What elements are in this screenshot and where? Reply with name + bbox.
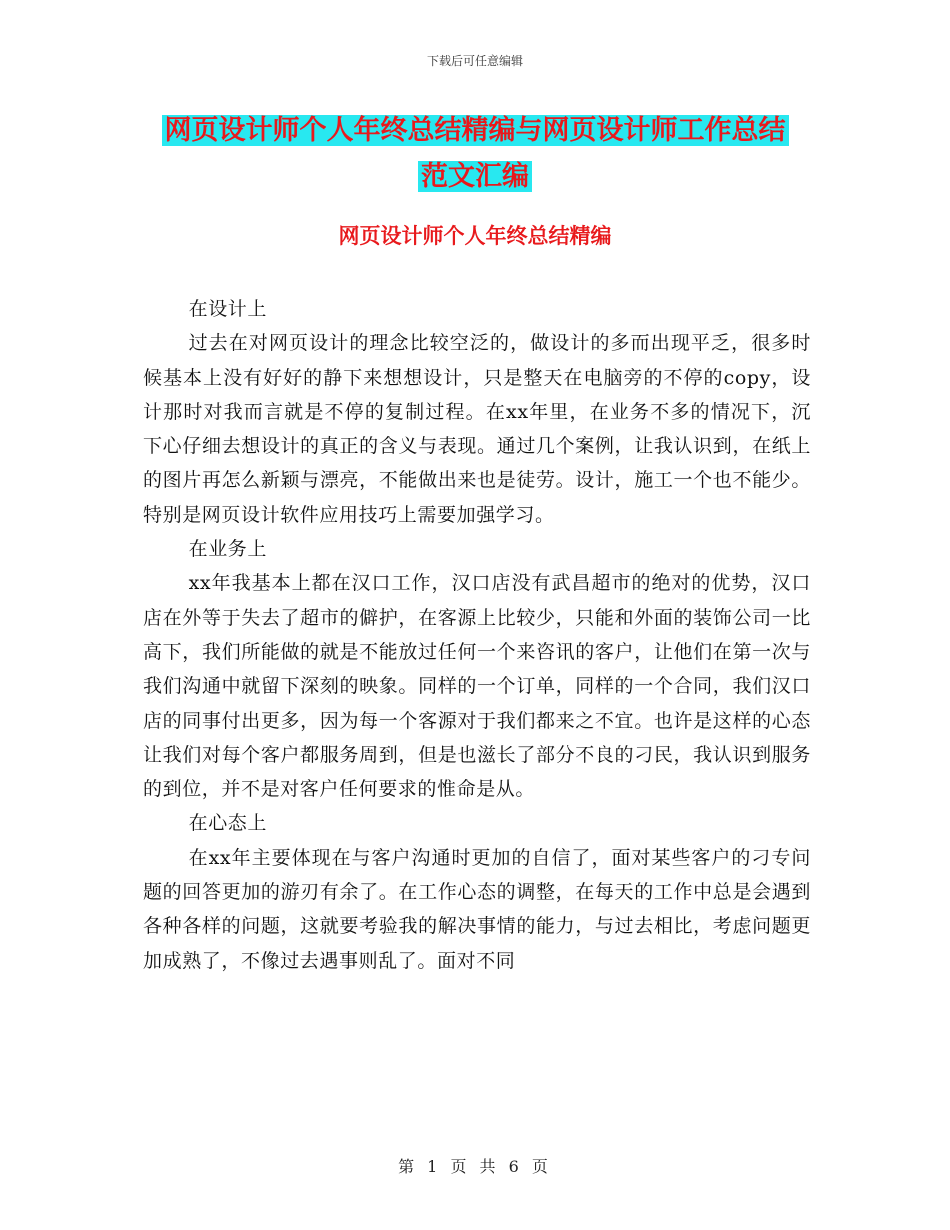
title-line-2: 范文汇编 [418,161,532,192]
section-title: 网页设计师个人年终总结精编 [338,224,612,248]
paragraph-subheading: 在设计上 [188,298,267,320]
body-text [143,292,811,978]
paragraph-subheading: 在心态上 [188,812,267,835]
paragraph: 过去在对网页设计的理念比较空泛的，做设计的多而出现平乏，很多时候基本上没有好好的静下来想想设计，只是整天在电脑旁的不停的copy，设计那时对我而言就是不停的复制过程。在xx年里，在业务不多的情况下，沉下心仔细去想设计的真正的含义与表现。通过几个案例，让我认识到，在纸上的图片再怎么新颖与漂亮，不能做出来也是徒劳。设计，施工一个也不能少。特别是网页设计软件应用技巧上需要加强学习。 [143,332,811,526]
paragraph: 在xx年主要体现在与客户沟通时更加的自信了，面对某些客户的刁专问题的回答更加的游刃有余了。在工作心态的调整，在每天的工作中总是会遇到各种各样的问题，这就要考验我的解决事情的能力，与过去相比，考虑问题更加成熟了，不像过去遇事则乱了。面对不同 [143,846,811,972]
paragraph: xx年我基本上都在汉口工作，汉口店没有武昌超市的绝对的优势，汉口店在外等于失去了超市的僻护，在客源上比较少，只能和外面的装饰公司一比高下，我们所能做的就是不能放过任何一个来咨讯的客户，让他们在第一次与我们沟通中就留下深刻的映象。同样的一个订单，同样的一个合同，我们汉口店的同事付出更多，因为每一个客源对于我们都来之不宜。也许是这样的心态让我们对每个客户都服务周到，但是也滋长了部分不良的刁民，我认识到服务的到位，并不是对客户任何要求的惟命是从。 [143,572,811,801]
document-title [0,108,950,200]
header-note: 下载后可任意编辑 [426,54,523,68]
title-line-1: 网页设计师个人年终总结精编与网页设计师工作总结 [162,115,789,146]
paragraph-subheading: 在业务上 [188,538,267,561]
page-number: 第 1 页 共 6 页 [398,1157,552,1176]
